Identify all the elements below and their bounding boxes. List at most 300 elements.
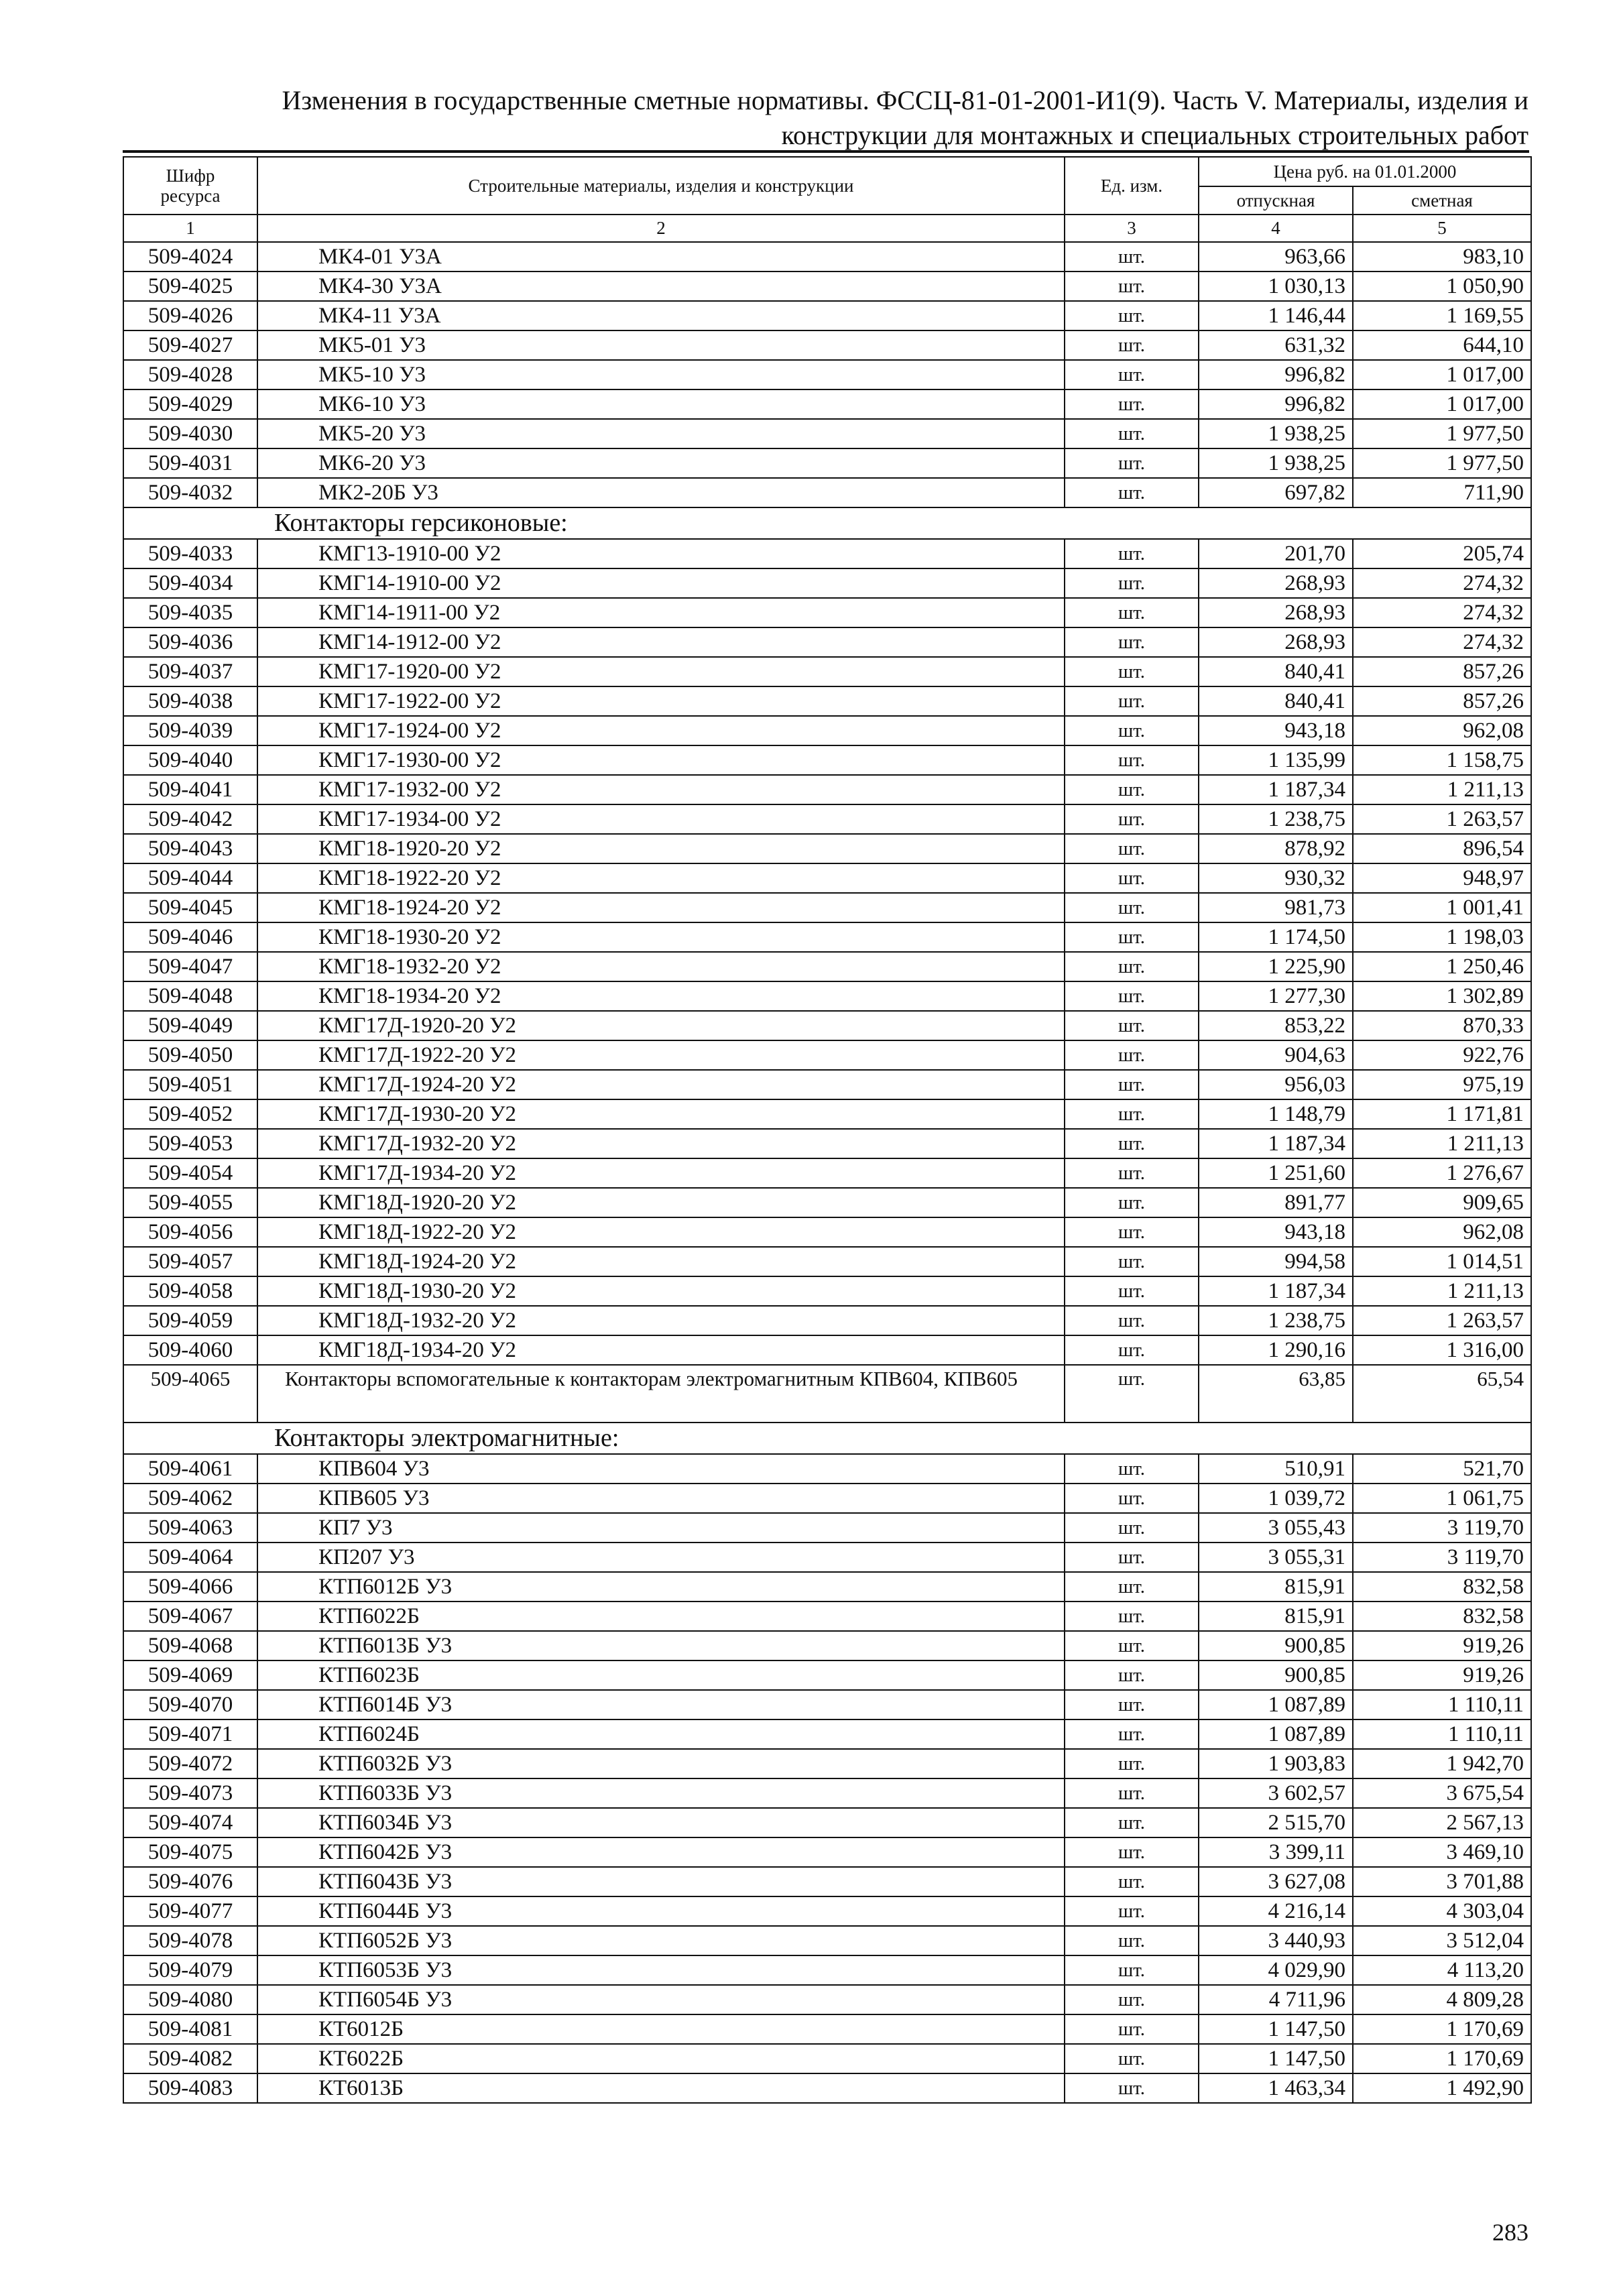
table-row: [123, 1513, 1531, 1543]
cell-estimate-price: 1 211,13: [1353, 1276, 1531, 1306]
cell-name: КТП6022Б: [257, 1602, 1065, 1631]
cell-code: 509-4027: [123, 330, 257, 360]
table-row: [123, 1217, 1531, 1247]
cell-estimate-price: 4 113,20: [1353, 1955, 1531, 1985]
table-row: [123, 657, 1531, 686]
cell-release-price: 1 251,60: [1199, 1158, 1353, 1188]
header-unit: Ед. изм.: [1065, 157, 1199, 215]
cell-estimate-price: 1 977,50: [1353, 448, 1531, 478]
cell-name: КТП6024Б: [257, 1719, 1065, 1749]
cell-unit: шт.: [1065, 745, 1199, 775]
cell-code: 509-4034: [123, 568, 257, 598]
table-row: [123, 1484, 1531, 1513]
cell-estimate-price: 1 250,46: [1353, 952, 1531, 981]
column-number: 5: [1353, 215, 1531, 242]
cell-unit: шт.: [1065, 2044, 1199, 2073]
table-row: [123, 568, 1531, 598]
cell-release-price: 268,93: [1199, 598, 1353, 627]
cell-estimate-price: 1 263,57: [1353, 1306, 1531, 1335]
section-title: Контакторы электромагнитные:: [123, 1423, 1531, 1454]
cell-name: КМГ18-1932-20 У2: [257, 952, 1065, 981]
table-row: [123, 863, 1531, 893]
cell-unit: шт.: [1065, 1217, 1199, 1247]
cell-name: КПВ604 У3: [257, 1454, 1065, 1484]
table-row: [123, 360, 1531, 389]
cell-estimate-price: 832,58: [1353, 1602, 1531, 1631]
cell-name: КТП6043Б У3: [257, 1867, 1065, 1896]
page-number: 283: [1492, 2219, 1528, 2246]
cell-release-price: 268,93: [1199, 568, 1353, 598]
cell-estimate-price: 1 017,00: [1353, 360, 1531, 389]
cell-name: КМГ18Д-1922-20 У2: [257, 1217, 1065, 1247]
table-row: [123, 1749, 1531, 1778]
cell-estimate-price: 274,32: [1353, 568, 1531, 598]
table-row: [123, 1011, 1531, 1040]
cell-estimate-price: 1 942,70: [1353, 1749, 1531, 1778]
cell-code: 509-4079: [123, 1955, 257, 1985]
cell-code: 509-4026: [123, 301, 257, 330]
cell-unit: шт.: [1065, 448, 1199, 478]
cell-release-price: 631,32: [1199, 330, 1353, 360]
cell-estimate-price: 4 303,04: [1353, 1896, 1531, 1926]
header-code: Шифр ресурса: [123, 157, 257, 215]
cell-estimate-price: 3 701,88: [1353, 1867, 1531, 1896]
cell-unit: шт.: [1065, 242, 1199, 271]
cell-unit: шт.: [1065, 1719, 1199, 1749]
cell-estimate-price: 1 316,00: [1353, 1335, 1531, 1365]
cell-code: 509-4040: [123, 745, 257, 775]
cell-estimate-price: 1 110,11: [1353, 1719, 1531, 1749]
table-row: [123, 922, 1531, 952]
cell-unit: шт.: [1065, 893, 1199, 922]
cell-release-price: 1 238,75: [1199, 804, 1353, 834]
cell-release-price: 996,82: [1199, 389, 1353, 419]
cell-code: 509-4081: [123, 2014, 257, 2044]
cell-estimate-price: 1 198,03: [1353, 922, 1531, 952]
cell-estimate-price: 1 492,90: [1353, 2073, 1531, 2103]
table-row: [123, 1306, 1531, 1335]
cell-code: 509-4050: [123, 1040, 257, 1070]
cell-unit: шт.: [1065, 1602, 1199, 1631]
cell-release-price: 943,18: [1199, 716, 1353, 745]
cell-release-price: 1 463,34: [1199, 2073, 1353, 2103]
cell-name: КМГ17-1922-00 У2: [257, 686, 1065, 716]
cell-name: КМГ14-1911-00 У2: [257, 598, 1065, 627]
cell-name: КМГ17-1920-00 У2: [257, 657, 1065, 686]
cell-unit: шт.: [1065, 1867, 1199, 1896]
cell-code: 509-4028: [123, 360, 257, 389]
cell-estimate-price: 832,58: [1353, 1572, 1531, 1602]
cell-release-price: 201,70: [1199, 539, 1353, 568]
cell-release-price: 1 187,34: [1199, 1129, 1353, 1158]
cell-code: 509-4025: [123, 271, 257, 301]
cell-release-price: 268,93: [1199, 627, 1353, 657]
cell-release-price: 815,91: [1199, 1602, 1353, 1631]
cell-release-price: 815,91: [1199, 1572, 1353, 1602]
cell-name: МК4-01 У3А: [257, 242, 1065, 271]
cell-release-price: 1 039,72: [1199, 1484, 1353, 1513]
cell-release-price: 697,82: [1199, 478, 1353, 507]
cell-unit: шт.: [1065, 1808, 1199, 1837]
table-row: [123, 775, 1531, 804]
cell-name: КМГ18-1922-20 У2: [257, 863, 1065, 893]
cell-release-price: 853,22: [1199, 1011, 1353, 1040]
table-row: [123, 448, 1531, 478]
cell-unit: шт.: [1065, 1926, 1199, 1955]
cell-name: КТП6042Б У3: [257, 1837, 1065, 1867]
cell-release-price: 1 938,25: [1199, 419, 1353, 448]
cell-release-price: 891,77: [1199, 1188, 1353, 1217]
cell-estimate-price: 3 675,54: [1353, 1778, 1531, 1808]
cell-release-price: 4 029,90: [1199, 1955, 1353, 1985]
cell-release-price: 1 238,75: [1199, 1306, 1353, 1335]
table-row: [123, 271, 1531, 301]
table-row: [123, 1247, 1531, 1276]
cell-code: 509-4061: [123, 1454, 257, 1484]
cell-name: КМГ17Д-1932-20 У2: [257, 1129, 1065, 1158]
cell-name: КМГ17Д-1920-20 У2: [257, 1011, 1065, 1040]
cell-name: КТП6014Б У3: [257, 1690, 1065, 1719]
cell-code: 509-4035: [123, 598, 257, 627]
cell-estimate-price: 3 469,10: [1353, 1837, 1531, 1867]
table-row: [123, 1778, 1531, 1808]
cell-release-price: 4 711,96: [1199, 1985, 1353, 2014]
cell-name: КТП6044Б У3: [257, 1896, 1065, 1926]
cell-code: 509-4078: [123, 1926, 257, 1955]
cell-unit: шт.: [1065, 301, 1199, 330]
cell-code: 509-4069: [123, 1660, 257, 1690]
cell-release-price: 1 187,34: [1199, 1276, 1353, 1306]
cell-unit: шт.: [1065, 1985, 1199, 2014]
cell-unit: шт.: [1065, 981, 1199, 1011]
table-row: [123, 1276, 1531, 1306]
cell-code: 509-4047: [123, 952, 257, 981]
cell-code: 509-4073: [123, 1778, 257, 1808]
table-row: [123, 478, 1531, 507]
cell-estimate-price: 1 977,50: [1353, 419, 1531, 448]
cell-release-price: 1 277,30: [1199, 981, 1353, 1011]
cell-estimate-price: 2 567,13: [1353, 1808, 1531, 1837]
cell-name: КМГ18-1934-20 У2: [257, 981, 1065, 1011]
cell-release-price: 1 087,89: [1199, 1719, 1353, 1749]
table-row: [123, 1867, 1531, 1896]
cell-release-price: 3 055,31: [1199, 1543, 1353, 1572]
table-row: [123, 2044, 1531, 2073]
table-body: [123, 242, 1531, 2103]
table-row: [123, 2014, 1531, 2044]
header-price: Цена руб. на 01.01.2000: [1199, 157, 1531, 186]
cell-release-price: 900,85: [1199, 1631, 1353, 1660]
table-row: [123, 893, 1531, 922]
cell-name: КМГ14-1910-00 У2: [257, 568, 1065, 598]
cell-name: КП7 У3: [257, 1513, 1065, 1543]
cell-estimate-price: 205,74: [1353, 539, 1531, 568]
cell-name: КМГ18-1924-20 У2: [257, 893, 1065, 922]
cell-unit: шт.: [1065, 389, 1199, 419]
cell-release-price: 1 147,50: [1199, 2044, 1353, 2073]
cell-unit: шт.: [1065, 271, 1199, 301]
cell-code: 509-4082: [123, 2044, 257, 2073]
cell-estimate-price: 870,33: [1353, 1011, 1531, 1040]
cell-estimate-price: 983,10: [1353, 242, 1531, 271]
cell-name: КП207 У3: [257, 1543, 1065, 1572]
cell-name: КТП6034Б У3: [257, 1808, 1065, 1837]
cell-release-price: 1 187,34: [1199, 775, 1353, 804]
column-number: 3: [1065, 215, 1199, 242]
header-rule: [123, 150, 1529, 153]
cell-name: Контакторы вспомогательные к контакторам электромагнитным КПВ604, КПВ605: [257, 1365, 1065, 1423]
cell-name: КМГ13-1910-00 У2: [257, 539, 1065, 568]
cell-code: 509-4059: [123, 1306, 257, 1335]
table-row: [123, 1985, 1531, 2014]
cell-name: МК5-10 У3: [257, 360, 1065, 389]
cell-unit: шт.: [1065, 1660, 1199, 1690]
cell-unit: шт.: [1065, 627, 1199, 657]
cell-estimate-price: 1 169,55: [1353, 301, 1531, 330]
cell-unit: шт.: [1065, 360, 1199, 389]
column-number: 1: [123, 215, 257, 242]
cell-release-price: 956,03: [1199, 1070, 1353, 1099]
cell-unit: шт.: [1065, 1749, 1199, 1778]
cell-code: 509-4049: [123, 1011, 257, 1040]
section-row: [123, 507, 1531, 539]
cell-estimate-price: 274,32: [1353, 598, 1531, 627]
cell-name: КМГ17-1934-00 У2: [257, 804, 1065, 834]
table-row: [123, 1955, 1531, 1985]
cell-unit: шт.: [1065, 478, 1199, 507]
cell-release-price: 63,85: [1199, 1365, 1353, 1423]
cell-unit: шт.: [1065, 539, 1199, 568]
table-row: [123, 1543, 1531, 1572]
cell-unit: шт.: [1065, 775, 1199, 804]
cell-release-price: 840,41: [1199, 657, 1353, 686]
cell-name: КМГ18Д-1934-20 У2: [257, 1335, 1065, 1365]
cell-code: 509-4075: [123, 1837, 257, 1867]
cell-estimate-price: 1 017,00: [1353, 389, 1531, 419]
cell-release-price: 1 087,89: [1199, 1690, 1353, 1719]
cell-name: МК5-01 У3: [257, 330, 1065, 360]
cell-release-price: 840,41: [1199, 686, 1353, 716]
cell-name: КТП6013Б У3: [257, 1631, 1065, 1660]
cell-release-price: 943,18: [1199, 1217, 1353, 1247]
cell-name: МК4-11 У3А: [257, 301, 1065, 330]
cell-estimate-price: 857,26: [1353, 686, 1531, 716]
table-row: [123, 330, 1531, 360]
cell-code: 509-4070: [123, 1690, 257, 1719]
cell-estimate-price: 1 171,81: [1353, 1099, 1531, 1129]
cell-estimate-price: 274,32: [1353, 627, 1531, 657]
table-row: [123, 1896, 1531, 1926]
cell-release-price: 1 290,16: [1199, 1335, 1353, 1365]
cell-estimate-price: 919,26: [1353, 1660, 1531, 1690]
cell-code: 509-4044: [123, 863, 257, 893]
cell-unit: шт.: [1065, 1158, 1199, 1188]
cell-code: 509-4055: [123, 1188, 257, 1217]
table-row: [123, 1660, 1531, 1690]
document-header-line-2: конструкции для монтажных и специальных строительных работ: [781, 120, 1528, 150]
cell-release-price: 3 602,57: [1199, 1778, 1353, 1808]
cell-release-price: 1 225,90: [1199, 952, 1353, 981]
cell-unit: шт.: [1065, 1955, 1199, 1985]
cell-name: КМГ17Д-1930-20 У2: [257, 1099, 1065, 1129]
cell-estimate-price: 1 263,57: [1353, 804, 1531, 834]
table-row: [123, 1070, 1531, 1099]
cell-unit: шт.: [1065, 1543, 1199, 1572]
table-row: [123, 1719, 1531, 1749]
cell-unit: шт.: [1065, 922, 1199, 952]
cell-name: КМГ17-1932-00 У2: [257, 775, 1065, 804]
cell-unit: шт.: [1065, 1040, 1199, 1070]
section-title: Контакторы герсиконовые:: [123, 507, 1531, 539]
cell-estimate-price: 1 302,89: [1353, 981, 1531, 1011]
cell-name: МК6-10 У3: [257, 389, 1065, 419]
cell-release-price: 2 515,70: [1199, 1808, 1353, 1837]
cell-release-price: 1 146,44: [1199, 301, 1353, 330]
cell-unit: шт.: [1065, 1188, 1199, 1217]
cell-estimate-price: 975,19: [1353, 1070, 1531, 1099]
cell-release-price: 1 030,13: [1199, 271, 1353, 301]
cell-unit: шт.: [1065, 330, 1199, 360]
table-header: [123, 157, 1531, 242]
table-row: [123, 1454, 1531, 1484]
table-row: [123, 834, 1531, 863]
cell-unit: шт.: [1065, 834, 1199, 863]
cell-estimate-price: 962,08: [1353, 716, 1531, 745]
table-row: [123, 1631, 1531, 1660]
table-row: [123, 745, 1531, 775]
cell-unit: шт.: [1065, 598, 1199, 627]
cell-release-price: 3 627,08: [1199, 1867, 1353, 1896]
table-row: [123, 598, 1531, 627]
cell-estimate-price: 1 158,75: [1353, 745, 1531, 775]
cell-unit: шт.: [1065, 1513, 1199, 1543]
cell-name: КПВ605 У3: [257, 1484, 1065, 1513]
cell-code: 509-4083: [123, 2073, 257, 2103]
header-release-price: отпускная: [1199, 186, 1353, 215]
cell-code: 509-4024: [123, 242, 257, 271]
cell-estimate-price: 962,08: [1353, 1217, 1531, 1247]
cell-estimate-price: 922,76: [1353, 1040, 1531, 1070]
cell-code: 509-4046: [123, 922, 257, 952]
cell-name: МК5-20 У3: [257, 419, 1065, 448]
cell-release-price: 900,85: [1199, 1660, 1353, 1690]
cell-estimate-price: 857,26: [1353, 657, 1531, 686]
cell-name: КМГ17Д-1934-20 У2: [257, 1158, 1065, 1188]
cell-unit: шт.: [1065, 1778, 1199, 1808]
cell-unit: шт.: [1065, 686, 1199, 716]
cell-release-price: 1 174,50: [1199, 922, 1353, 952]
table-row: [123, 686, 1531, 716]
cell-name: КТ6012Б: [257, 2014, 1065, 2044]
cell-unit: шт.: [1065, 1896, 1199, 1926]
cell-unit: шт.: [1065, 419, 1199, 448]
cell-name: КТ6022Б: [257, 2044, 1065, 2073]
cell-estimate-price: 3 119,70: [1353, 1543, 1531, 1572]
cell-release-price: 930,32: [1199, 863, 1353, 893]
cell-name: КТП6033Б У3: [257, 1778, 1065, 1808]
cell-release-price: 3 055,43: [1199, 1513, 1353, 1543]
cell-release-price: 1 148,79: [1199, 1099, 1353, 1129]
table-row: [123, 1808, 1531, 1837]
cell-code: 509-4077: [123, 1896, 257, 1926]
cell-code: 509-4053: [123, 1129, 257, 1158]
table-row: [123, 1335, 1531, 1365]
cell-unit: шт.: [1065, 2014, 1199, 2044]
cell-code: 509-4066: [123, 1572, 257, 1602]
cell-code: 509-4060: [123, 1335, 257, 1365]
column-number: 4: [1199, 215, 1353, 242]
cell-code: 509-4071: [123, 1719, 257, 1749]
column-number: 2: [257, 215, 1065, 242]
table-row: [123, 627, 1531, 657]
cell-estimate-price: 65,54: [1353, 1365, 1531, 1423]
cell-release-price: 994,58: [1199, 1247, 1353, 1276]
table-row: [123, 1129, 1531, 1158]
cell-code: 509-4080: [123, 1985, 257, 2014]
cell-unit: шт.: [1065, 1572, 1199, 1602]
cell-release-price: 996,82: [1199, 360, 1353, 389]
cell-name: КМГ18Д-1930-20 У2: [257, 1276, 1065, 1306]
cell-estimate-price: 644,10: [1353, 330, 1531, 360]
cell-unit: шт.: [1065, 1690, 1199, 1719]
cell-release-price: 981,73: [1199, 893, 1353, 922]
cell-name: КМГ17-1930-00 У2: [257, 745, 1065, 775]
cell-estimate-price: 3 119,70: [1353, 1513, 1531, 1543]
table-row: [123, 242, 1531, 271]
cell-code: 509-4065: [123, 1365, 257, 1423]
cell-name: КМГ14-1912-00 У2: [257, 627, 1065, 657]
cell-code: 509-4058: [123, 1276, 257, 1306]
cell-release-price: 4 216,14: [1199, 1896, 1353, 1926]
cell-name: КМГ18Д-1924-20 У2: [257, 1247, 1065, 1276]
header-estimate-price: сметная: [1353, 186, 1531, 215]
table-row: [123, 1690, 1531, 1719]
cell-unit: шт.: [1065, 568, 1199, 598]
section-row: [123, 1423, 1531, 1454]
cell-code: 509-4037: [123, 657, 257, 686]
cell-name: КМГ17-1924-00 У2: [257, 716, 1065, 745]
cell-code: 509-4067: [123, 1602, 257, 1631]
table-row: [123, 539, 1531, 568]
cell-unit: шт.: [1065, 1070, 1199, 1099]
price-table: [123, 156, 1532, 2104]
cell-unit: шт.: [1065, 1365, 1199, 1423]
cell-release-price: 904,63: [1199, 1040, 1353, 1070]
table-row: [123, 804, 1531, 834]
table-row: [123, 1040, 1531, 1070]
cell-release-price: 963,66: [1199, 242, 1353, 271]
cell-estimate-price: 1 170,69: [1353, 2044, 1531, 2073]
cell-unit: шт.: [1065, 1631, 1199, 1660]
cell-code: 509-4036: [123, 627, 257, 657]
cell-unit: шт.: [1065, 2073, 1199, 2103]
cell-code: 509-4030: [123, 419, 257, 448]
cell-code: 509-4056: [123, 1217, 257, 1247]
cell-estimate-price: 896,54: [1353, 834, 1531, 863]
cell-release-price: 3 399,11: [1199, 1837, 1353, 1867]
cell-unit: шт.: [1065, 1484, 1199, 1513]
cell-unit: шт.: [1065, 716, 1199, 745]
cell-release-price: 510,91: [1199, 1454, 1353, 1484]
table-row: [123, 1572, 1531, 1602]
cell-code: 509-4063: [123, 1513, 257, 1543]
cell-code: 509-4048: [123, 981, 257, 1011]
cell-estimate-price: 948,97: [1353, 863, 1531, 893]
cell-name: КТП6054Б У3: [257, 1985, 1065, 2014]
cell-estimate-price: 1 061,75: [1353, 1484, 1531, 1513]
cell-code: 509-4033: [123, 539, 257, 568]
cell-release-price: 1 147,50: [1199, 2014, 1353, 2044]
